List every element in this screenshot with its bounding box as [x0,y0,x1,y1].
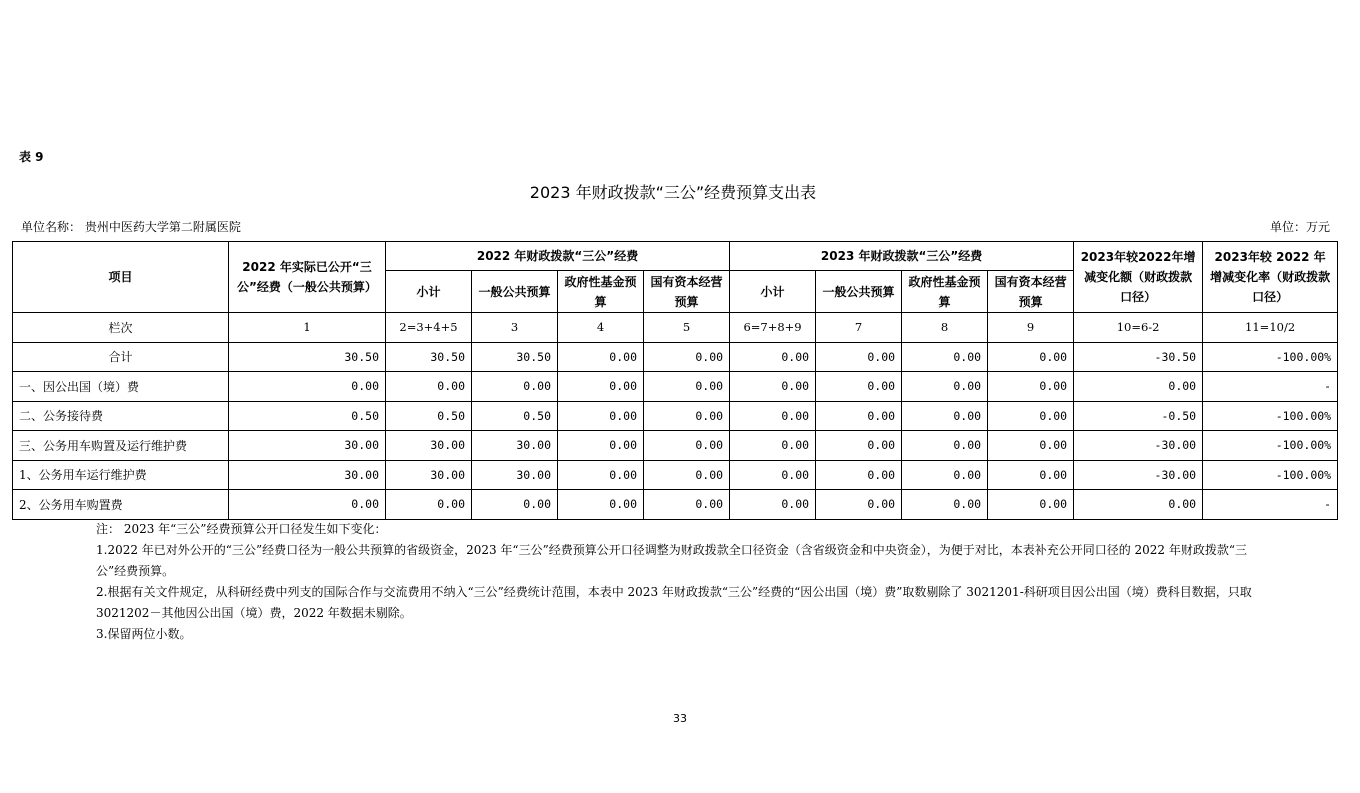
index-cell: 3 [472,313,558,343]
value-cell: 0.00 [988,460,1074,490]
header-2022-general-budget: 一般公共预算 [472,271,558,313]
value-cell: 0.50 [386,401,472,431]
value-cell: 0.00 [1074,372,1203,402]
value-cell: -0.50 [1074,401,1203,431]
value-cell: 0.00 [558,342,644,372]
value-cell: 0.00 [902,460,988,490]
value-cell: 0.00 [644,490,730,520]
value-cell: 0.00 [816,431,902,461]
value-cell: 0.00 [644,372,730,402]
value-cell: 0.00 [902,490,988,520]
value-cell: 0.00 [988,490,1074,520]
value-cell: 30.50 [386,342,472,372]
value-cell: -100.00% [1203,401,1338,431]
value-cell: - [1203,490,1338,520]
value-cell: 0.00 [558,401,644,431]
table-row-total [13,342,1338,372]
header-2023-subtotal: 小计 [730,271,816,313]
value-cell: 0.00 [644,460,730,490]
value-cell: 0.00 [816,460,902,490]
notes-section [96,519,1271,645]
value-cell: 0.00 [386,372,472,402]
document-title: 2023 年财政拨款“三公”经费预算支出表 [529,183,817,202]
index-cell: 5 [644,313,730,343]
value-cell: 0.00 [1074,490,1203,520]
header-change-rate: 2023年较 2022 年增减变化率（财政拨款口径） [1203,242,1338,313]
row-label: 合计 [13,342,229,372]
value-cell: 0.00 [644,401,730,431]
value-cell: 0.00 [988,401,1074,431]
row-label: 三、公务用车购置及运行维护费 [13,431,229,461]
header-group-2022: 2022 年财政拨款“三公”经费 [386,242,730,271]
value-cell: 0.00 [472,372,558,402]
table-row [13,401,1338,431]
value-cell: 0.00 [229,490,386,520]
budget-table [12,241,1338,520]
value-cell: 0.00 [902,372,988,402]
header-2022-fund-budget: 政府性基金预算 [558,271,644,313]
value-cell: 0.00 [730,372,816,402]
index-cell: 8 [902,313,988,343]
value-cell: 0.00 [988,431,1074,461]
value-cell: 30.00 [229,431,386,461]
page-number: 33 [673,712,687,725]
header-2023-general-budget: 一般公共预算 [816,271,902,313]
value-cell: -30.50 [1074,342,1203,372]
value-cell: 0.00 [816,490,902,520]
value-cell: 0.00 [730,490,816,520]
row-label: 2、公务用车购置费 [13,490,229,520]
value-cell: -100.00% [1203,431,1338,461]
header-change-amount: 2023年较2022年增减变化额（财政拨款口径） [1074,242,1203,313]
index-cell: 1 [229,313,386,343]
value-cell: 0.00 [558,460,644,490]
table-row [13,490,1338,520]
index-cell: 2=3+4+5 [386,313,472,343]
index-cell: 7 [816,313,902,343]
value-cell: 30.00 [229,460,386,490]
table-row [13,431,1338,461]
value-cell: 0.00 [988,342,1074,372]
value-cell: 0.50 [229,401,386,431]
value-cell: 0.00 [472,490,558,520]
row-label: 1、公务用车运行维护费 [13,460,229,490]
value-cell: -100.00% [1203,460,1338,490]
header-2023-capital-budget: 国有资本经营预算 [988,271,1074,313]
value-cell: 30.00 [472,460,558,490]
index-cell: 栏次 [13,313,229,343]
note-item: 2.根据有关文件规定，从科研经费中列支的国际合作与交流费用不纳入“三公”经费统计范围，本表中 2023 年财政拨款“三公”经费的“因公出国（境）费”取数剔除了 3021201-科研项目因公出国（境）费科目数据，只取 3021202－其他因公出国（境）费，2022 年数据未剔除。 [96,585,1252,620]
note-item: 3.保留两位小数。 [96,627,192,641]
value-cell: 0.00 [816,372,902,402]
value-cell: 0.00 [730,460,816,490]
value-cell: 0.00 [386,490,472,520]
index-cell: 11=10/2 [1203,313,1338,343]
column-index-row [13,313,1338,343]
header-2023-fund-budget: 政府性基金预算 [902,271,988,313]
value-cell: 0.00 [730,431,816,461]
value-cell: - [1203,372,1338,402]
value-cell: 0.00 [730,401,816,431]
value-cell: 0.00 [644,342,730,372]
header-group-2023: 2023 年财政拨款“三公”经费 [730,242,1074,271]
value-cell: -30.00 [1074,460,1203,490]
table-row [13,372,1338,402]
value-cell: 30.00 [472,431,558,461]
value-cell: 30.00 [386,431,472,461]
index-cell: 9 [988,313,1074,343]
value-cell: 30.00 [386,460,472,490]
value-cell: 0.00 [902,401,988,431]
value-cell: -30.00 [1074,431,1203,461]
value-cell: 30.50 [229,342,386,372]
value-cell: -100.00% [1203,342,1338,372]
value-cell: 0.00 [644,431,730,461]
value-cell: 0.00 [229,372,386,402]
index-cell: 6=7+8+9 [730,313,816,343]
value-cell: 0.00 [988,372,1074,402]
value-cell: 30.50 [472,342,558,372]
header-actual-2022: 2022 年实际已公开“三公”经费（一般公共预算） [229,242,386,313]
unit-of-measure: 单位：万元 [1269,220,1330,234]
notes-heading: 注： 2023 年“三公”经费预算公开口径发生如下变化： [96,522,387,536]
value-cell: 0.00 [816,342,902,372]
value-cell: 0.00 [558,372,644,402]
table-row [13,460,1338,490]
value-cell: 0.00 [558,490,644,520]
value-cell: 0.00 [558,431,644,461]
header-2022-subtotal: 小计 [386,271,472,313]
header-item: 项目 [13,242,229,313]
index-cell: 4 [558,313,644,343]
value-cell: 0.00 [902,342,988,372]
header-2022-capital-budget: 国有资本经营预算 [644,271,730,313]
value-cell: 0.00 [816,401,902,431]
row-label: 二、公务接待费 [13,401,229,431]
index-cell: 10=6-2 [1074,313,1203,343]
value-cell: 0.00 [730,342,816,372]
note-item: 1.2022 年已对外公开的“三公”经费口径为一般公共预算的省级资金，2023 年“三公”经费预算公开口径调整为财政拨款全口径资金（含省级资金和中央资金），为便于对比，本表补充公开同口径的 2022 年财政拨款“三公”经费预算。 [96,543,1248,578]
table-number-label: 表 9 [19,150,44,164]
value-cell: 0.50 [472,401,558,431]
value-cell: 0.00 [902,431,988,461]
unit-name: 单位名称： 贵州中医药大学第二附属医院 [21,220,241,234]
row-label: 一、因公出国（境）费 [13,372,229,402]
